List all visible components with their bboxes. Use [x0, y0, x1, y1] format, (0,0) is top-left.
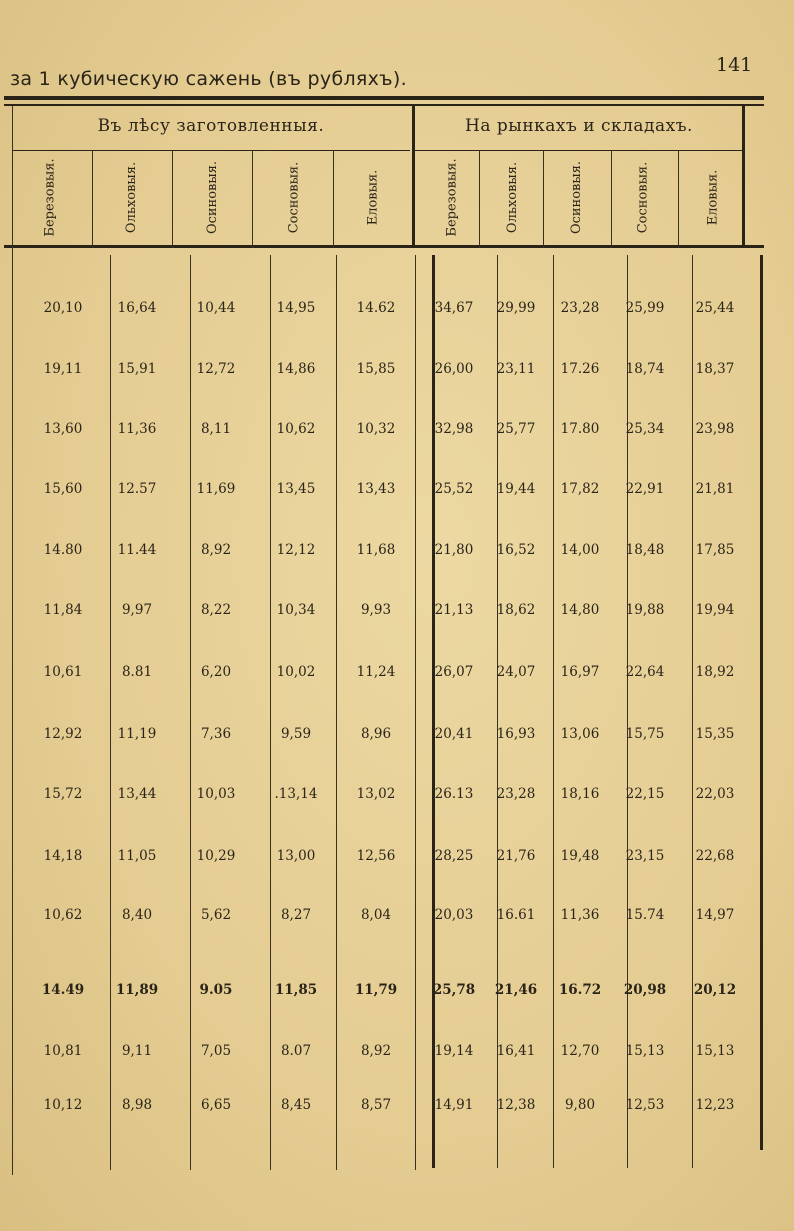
table-cell: 13,00: [276, 848, 316, 864]
table-cell: 6,20: [200, 664, 232, 680]
table-cell: 10,34: [276, 602, 316, 618]
table-cell: 32,98: [434, 421, 474, 437]
table-cell: 8,45: [280, 1097, 312, 1113]
table-cell: 14.62: [356, 300, 396, 316]
column-header-10: [673, 152, 753, 242]
column-rule: [172, 150, 173, 248]
table-cell: 20,10: [43, 300, 83, 316]
table-cell: 18,62: [496, 602, 536, 618]
table-cell: 19,14: [434, 1043, 474, 1059]
page-number: 141: [716, 54, 753, 76]
table-cell: 19,48: [560, 848, 600, 864]
table-cell: 22,91: [625, 481, 665, 497]
table-cell: 25,44: [695, 300, 735, 316]
table-cell: 15,91: [117, 361, 157, 377]
table-cell: 15.74: [625, 907, 665, 923]
group-label-forest: Въ лѣсу заготовленныя.: [97, 116, 325, 136]
table-cell: 12,92: [43, 726, 83, 742]
table-cell: 25,78: [432, 982, 476, 998]
table-cell: 11,05: [117, 848, 157, 864]
table-cell: 10,81: [43, 1043, 83, 1059]
table-cell: 10,02: [276, 664, 316, 680]
table-cell: 8,92: [200, 542, 232, 558]
column-header-label: Березовыя.: [444, 157, 460, 237]
table-cell: 23,98: [695, 421, 735, 437]
column-rule: [692, 255, 693, 1168]
table-cell: 11,36: [117, 421, 157, 437]
table-cell: 8,22: [200, 602, 232, 618]
table-cell: 14,00: [560, 542, 600, 558]
column-rule: [415, 255, 416, 1170]
column-header-3: [173, 152, 253, 242]
table-cell: 17.26: [560, 361, 600, 377]
table-cell: 17,82: [560, 481, 600, 497]
table-cell: 8,57: [360, 1097, 392, 1113]
table-cell: 6,65: [200, 1097, 232, 1113]
table-cell: 9.05: [199, 982, 233, 998]
column-header-label: Сосновыя.: [286, 161, 302, 233]
table-cell: 25,77: [496, 421, 536, 437]
table-cell: 15,35: [695, 726, 735, 742]
table-cell: 22,15: [625, 786, 665, 802]
table-cell: 18,48: [625, 542, 665, 558]
table-cell: 23,11: [496, 361, 536, 377]
column-rule: [432, 255, 435, 1168]
table-cell: 11,85: [274, 982, 318, 998]
table-cell: 9,11: [121, 1043, 153, 1059]
table-cell: 21,81: [695, 481, 735, 497]
table-cell: 10,62: [276, 421, 316, 437]
group-label-markets: На рынкахъ и складахъ.: [465, 116, 693, 136]
table-cell: 11,89: [115, 982, 159, 998]
table-cell: 12,70: [560, 1043, 600, 1059]
column-header-2: [92, 152, 172, 242]
table-cell: 26.13: [434, 786, 474, 802]
table-cell: 13,60: [43, 421, 83, 437]
column-rule: [742, 106, 745, 248]
column-rule: [497, 255, 498, 1168]
table-cell: 12,12: [276, 542, 316, 558]
table-cell: 11,84: [43, 602, 83, 618]
table-cell: 13,06: [560, 726, 600, 742]
table-cell: 7,05: [200, 1043, 232, 1059]
column-rule: [252, 150, 253, 248]
table-cell: 25,34: [625, 421, 665, 437]
table-cell: 20,03: [434, 907, 474, 923]
table-cell: 11,19: [117, 726, 157, 742]
table-cell: 14,80: [560, 602, 600, 618]
table-cell: 9,59: [280, 726, 312, 742]
column-header-label: Еловыя.: [705, 169, 721, 225]
column-rule: [412, 106, 415, 248]
table-cell: 8,92: [360, 1043, 392, 1059]
table-cell: 19,94: [695, 602, 735, 618]
table-cell: 14.80: [43, 542, 83, 558]
table-cell: 15,72: [43, 786, 83, 802]
table-cell: 21,80: [434, 542, 474, 558]
table-cell: 13,45: [276, 481, 316, 497]
column-rule: [92, 150, 93, 248]
table-cell: 9,97: [121, 602, 153, 618]
table-cell: 14,18: [43, 848, 83, 864]
table-cell: 8,27: [280, 907, 312, 923]
table-cell: 8,11: [200, 421, 232, 437]
table-cell: 10,62: [43, 907, 83, 923]
table-cell: 19,11: [43, 361, 83, 377]
group-rule-forest: [12, 150, 410, 151]
column-header-1: [10, 152, 90, 242]
column-rule: [110, 255, 111, 1170]
table-cell: 14,95: [276, 300, 316, 316]
table-cell: 18,16: [560, 786, 600, 802]
table-cell: 25,52: [434, 481, 474, 497]
table-cell: 12,38: [496, 1097, 536, 1113]
table-cell: 22,64: [625, 664, 665, 680]
table-cell: 16,97: [560, 664, 600, 680]
table-cell: 13,43: [356, 481, 396, 497]
column-rule: [611, 150, 612, 248]
table-cell: 28,25: [434, 848, 474, 864]
table-cell: 24,07: [496, 664, 536, 680]
table-cell: 12,56: [356, 848, 396, 864]
table-cell: 19,88: [625, 602, 665, 618]
table-cell: 8.07: [280, 1043, 312, 1059]
table-cell: 15,60: [43, 481, 83, 497]
column-header-label: Ольховыя.: [124, 161, 140, 233]
column-rule: [190, 255, 191, 1170]
table-cell: 34,67: [434, 300, 474, 316]
column-rule: [479, 150, 480, 248]
table-cell: 10,29: [196, 848, 236, 864]
top-rule: [4, 96, 764, 100]
table-cell: 15,85: [356, 361, 396, 377]
table-cell: 15,13: [625, 1043, 665, 1059]
column-header-4: [254, 152, 334, 242]
table-cell: 10,03: [196, 786, 236, 802]
table-caption: за 1 кубическую сажень (въ рубляхъ).: [10, 68, 407, 90]
table-cell: 8.81: [121, 664, 153, 680]
table-cell: 20,41: [434, 726, 474, 742]
column-rule: [333, 150, 334, 248]
table-cell: 9,93: [360, 602, 392, 618]
table-cell: 23,15: [625, 848, 665, 864]
table-cell: 12,53: [625, 1097, 665, 1113]
column-header-label: Осиновыя.: [205, 160, 221, 234]
table-cell: 16,64: [117, 300, 157, 316]
table-cell: 16.61: [496, 907, 536, 923]
table-cell: 15,75: [625, 726, 665, 742]
table-cell: 10,32: [356, 421, 396, 437]
table-cell: 5,62: [200, 907, 232, 923]
table-cell: 18,92: [695, 664, 735, 680]
table-cell: 8,04: [360, 907, 392, 923]
table-cell: 12.57: [117, 481, 157, 497]
table-cell: 23,28: [496, 786, 536, 802]
table-cell: 12,72: [196, 361, 236, 377]
table-cell: 18,74: [625, 361, 665, 377]
table-cell: 16.72: [558, 982, 602, 998]
table-cell: 21,13: [434, 602, 474, 618]
table-cell: 13,44: [117, 786, 157, 802]
column-header-9: [603, 152, 683, 242]
column-rule: [553, 255, 554, 1168]
table-cell: 15,13: [695, 1043, 735, 1059]
table-cell: 19,44: [496, 481, 536, 497]
table-cell: 8,98: [121, 1097, 153, 1113]
group-rule-markets: [414, 150, 744, 151]
column-header-label: Осиновыя.: [569, 160, 585, 234]
table-cell: 23,28: [560, 300, 600, 316]
table-cell: 10,44: [196, 300, 236, 316]
table-cell: 13,02: [356, 786, 396, 802]
column-rule: [543, 150, 544, 248]
table-cell: 12,23: [695, 1097, 735, 1113]
table-cell: 11,79: [354, 982, 398, 998]
table-cell: 20,12: [693, 982, 737, 998]
column-rule: [678, 150, 679, 248]
table-cell: 10,12: [43, 1097, 83, 1113]
table-cell: 14,86: [276, 361, 316, 377]
column-header-label: Ольховыя.: [505, 161, 521, 233]
table-cell: 14.49: [41, 982, 85, 998]
column-header-label: Еловыя.: [365, 169, 381, 225]
table-cell: 22,03: [695, 786, 735, 802]
table-cell: 18,37: [695, 361, 735, 377]
table-cell: 29,99: [496, 300, 536, 316]
table-cell: 20,98: [623, 982, 667, 998]
table-cell: 17,85: [695, 542, 735, 558]
table-cell: 11,69: [196, 481, 236, 497]
table-cell: 25,99: [625, 300, 665, 316]
column-header-label: Сосновыя.: [635, 161, 651, 233]
table-cell: 10,61: [43, 664, 83, 680]
table-cell: 14,97: [695, 907, 735, 923]
table-cell: 21,76: [496, 848, 536, 864]
table-cell: 8,96: [360, 726, 392, 742]
table-cell: 7,36: [200, 726, 232, 742]
table-cell: 14,91: [434, 1097, 474, 1113]
table-cell: 21,46: [494, 982, 538, 998]
table-cell: 8,40: [121, 907, 153, 923]
column-rule: [12, 248, 13, 1175]
table-cell: 11,68: [356, 542, 396, 558]
table-cell: 9,80: [564, 1097, 596, 1113]
table-cell: 26,07: [434, 664, 474, 680]
column-rule: [760, 255, 763, 1150]
table-cell: 16,93: [496, 726, 536, 742]
top-rule-thin: [4, 104, 764, 106]
table-cell: 11,24: [356, 664, 396, 680]
table-cell: .13,14: [274, 786, 318, 802]
table-cell: 22,68: [695, 848, 735, 864]
table-cell: 17.80: [560, 421, 600, 437]
header-rule: [4, 245, 764, 248]
column-rule: [270, 255, 271, 1170]
table-cell: 16,41: [496, 1043, 536, 1059]
column-rule: [627, 255, 628, 1168]
table-cell: 11,36: [560, 907, 600, 923]
table-cell: 11.44: [117, 542, 157, 558]
column-rule: [336, 255, 337, 1170]
column-header-5: [333, 152, 413, 242]
table-cell: 26,00: [434, 361, 474, 377]
column-header-label: Березовыя.: [42, 157, 58, 237]
table-cell: 16,52: [496, 542, 536, 558]
